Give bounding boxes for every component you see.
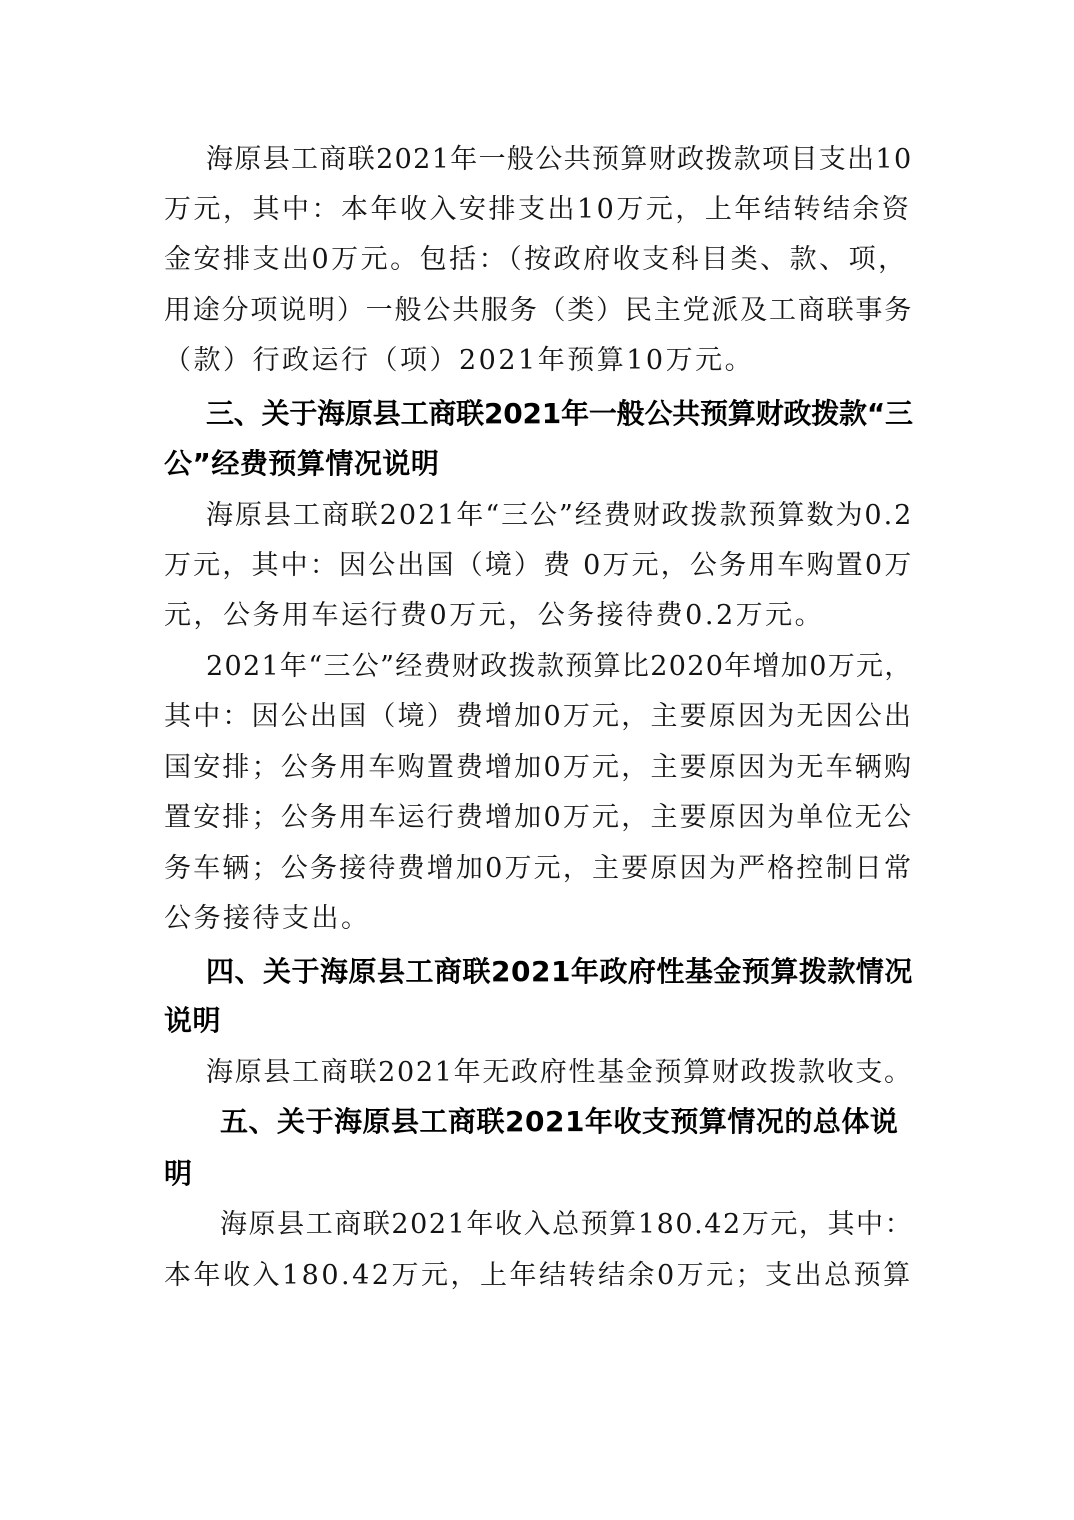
section-5-heading-line-2: 明	[164, 1157, 193, 1190]
section-4-heading-line-1: 四、关于海原县工商联2021年政府性基金预算拨款情况	[206, 955, 913, 988]
paragraph-1-line-5: （款）行政运行（项）2021年预算10万元。	[164, 345, 755, 376]
paragraph-4-line-1: 海原县工商联2021年无政府性基金预算财政拨款收支。	[206, 1057, 913, 1088]
paragraph-3-line-6: 公务接待支出。	[164, 903, 371, 934]
paragraph-3-line-4: 置安排；公务用车运行费增加0万元，主要原因为单位无公	[164, 802, 914, 833]
paragraph-3-line-1: 2021年“三公”经费财政拨款预算比2020年增加0万元，	[206, 651, 913, 682]
paragraph-1-line-3: 金安排支出0万元。包括：（按政府收支科目类、款、项，	[164, 244, 908, 275]
paragraph-5-line-2: 本年收入180.42万元，上年结转结余0万元；支出总预算	[164, 1260, 913, 1291]
paragraph-1-line-1: 海原县工商联2021年一般公共预算财政拨款项目支出10	[206, 144, 913, 175]
section-4-heading-line-2: 说明	[164, 1004, 222, 1037]
paragraph-3-line-3: 国安排；公务用车购置费增加0万元，主要原因为无车辆购	[164, 752, 914, 783]
paragraph-5-line-1: 海原县工商联2021年收入总预算180.42万元，其中：	[220, 1209, 914, 1240]
section-5-heading-line-1: 五、关于海原县工商联2021年收支预算情况的总体说	[220, 1105, 899, 1138]
paragraph-2-line-3: 元，公务用车运行费0万元，公务接待费0.2万元。	[164, 600, 825, 631]
section-3-heading-line-2: 公”经费预算情况说明	[164, 447, 440, 480]
paragraph-3-line-2: 其中：因公出国（境）费增加0万元，主要原因为无因公出	[164, 701, 914, 732]
paragraph-1-line-2: 万元，其中：本年收入安排支出10万元，上年结转结余资	[164, 194, 912, 225]
paragraph-1-line-4: 用途分项说明）一般公共服务（类）民主党派及工商联事务	[164, 295, 913, 326]
paragraph-2-line-1: 海原县工商联2021年“三公”经费财政拨款预算数为0.2	[206, 500, 914, 531]
paragraph-3-line-5: 务车辆；公务接待费增加0万元，主要原因为严格控制日常	[164, 853, 914, 884]
section-3-heading-line-1: 三、关于海原县工商联2021年一般公共预算财政拨款“三	[206, 397, 913, 430]
paragraph-2-line-2: 万元，其中：因公出国（境）费 0万元，公务用车购置0万	[164, 550, 914, 581]
